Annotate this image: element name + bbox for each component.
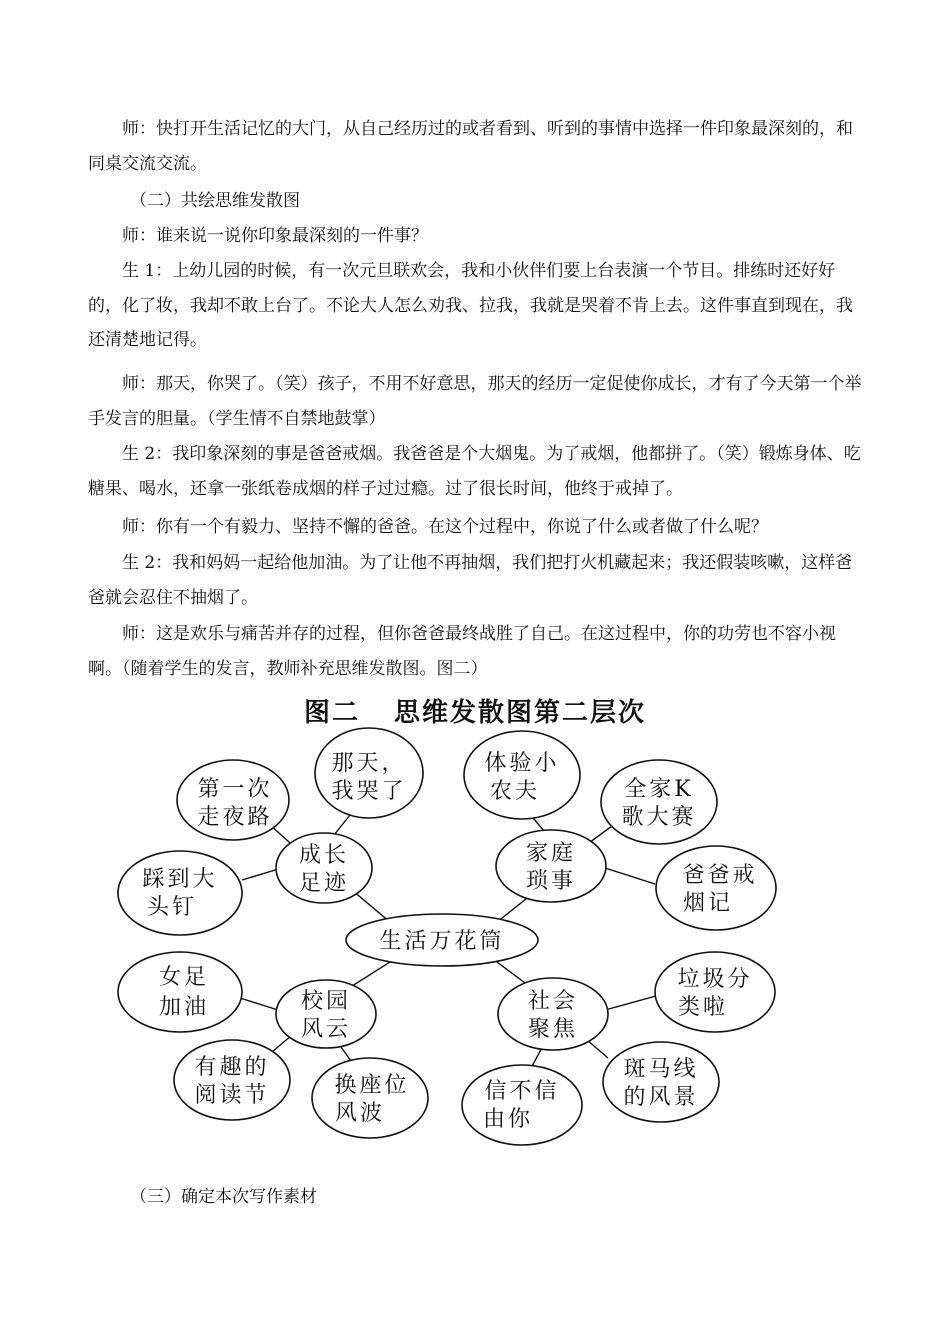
leaf-society-believe-or-not-line-2: 由你 bbox=[482, 1107, 534, 1132]
leaf-family-farmer-line-2: 农夫 bbox=[489, 779, 541, 804]
leaf-society-garbage-sorting bbox=[655, 952, 775, 1032]
branch-family-line-1: 家庭 bbox=[525, 841, 577, 866]
leaf-campus-girls-football-line-1: 女足 bbox=[158, 965, 210, 990]
leaf-campus-reading-festival bbox=[174, 1040, 290, 1120]
paragraph-student-1: 生 1：上幼儿园的时候，有一次元旦联欢会，我和小伙伴们要上台表演一个节目。排练时还好好的，化了妆，我却不敢上台了。不论大人怎么劝我、拉我，我就是哭着不肯上去。这件事直到现在，我还清楚地记得。 bbox=[88, 261, 853, 350]
leaf-society-believe-or-not bbox=[462, 1065, 582, 1145]
section-heading-three: （三）确定本次写作素材 bbox=[130, 1187, 317, 1207]
leaf-family-karaoke-line-1: 全家K bbox=[624, 777, 694, 802]
branch-campus bbox=[276, 980, 376, 1048]
leaf-family-quit-smoking-line-1: 爸爸戒 bbox=[682, 863, 758, 888]
branch-society-line-2: 聚焦 bbox=[527, 1017, 579, 1042]
leaf-growth-nail-line-2: 头钉 bbox=[146, 895, 198, 920]
leaf-campus-girls-football-line-2: 加油 bbox=[158, 995, 210, 1020]
branch-society bbox=[498, 978, 608, 1050]
branch-growth bbox=[276, 833, 372, 903]
leaf-growth-night-walk-line-2: 走夜路 bbox=[197, 805, 273, 830]
branch-family-line-2: 琐事 bbox=[525, 869, 577, 894]
center-node-label: 生活万花筒 bbox=[379, 929, 505, 954]
paragraph-teacher-prompt: 师：快打开生活记忆的大门，从自己经历过的或者看到、听到的事情中选择一件印象最深刻的，和同桌交流交流。 bbox=[88, 119, 853, 174]
edge-campus-leaf-0 bbox=[240, 998, 278, 1010]
leaf-society-zebra-crossing bbox=[603, 1042, 719, 1122]
leaf-growth-night-walk-line-1: 第一次 bbox=[197, 777, 273, 802]
leaf-family-quit-smoking-line-2: 烟记 bbox=[682, 891, 734, 916]
leaf-campus-seat-change-line-1: 换座位 bbox=[334, 1073, 410, 1098]
edge-society-leaf-0 bbox=[605, 996, 656, 1010]
leaf-society-zebra-crossing-line-2: 的风景 bbox=[623, 1085, 699, 1110]
leaf-growth-nail-line-1: 踩到大 bbox=[142, 867, 218, 892]
figure-title-number: 图二 bbox=[303, 698, 360, 728]
leaf-campus-seat-change-line-2: 风波 bbox=[334, 1101, 386, 1126]
branch-growth-line-2: 足迹 bbox=[298, 871, 350, 896]
paragraph-teacher-reply-1: 师：那天，你哭了。（笑）孩子，不用不好意思，那天的经历一定促使你成长，才有了今天第一个举手发言的胆量。（学生情不自禁地鼓掌） bbox=[88, 374, 862, 429]
edge-family-leaf-2 bbox=[605, 868, 655, 884]
leaf-family-farmer-line-1: 体验小 bbox=[484, 751, 560, 776]
leaf-campus-reading-festival-line-1: 有趣的 bbox=[194, 1055, 270, 1080]
leaf-growth-night-walk bbox=[177, 760, 289, 840]
center-node bbox=[346, 914, 538, 966]
paragraph-teacher-question: 师：谁来说一说你印象最深刻的一件事？ bbox=[122, 226, 428, 246]
branch-family bbox=[496, 830, 606, 902]
section-heading-two: （二）共绘思维发散图 bbox=[130, 191, 300, 211]
leaf-growth-cried bbox=[315, 728, 423, 818]
branch-society-line-1: 社会 bbox=[527, 989, 579, 1014]
leaf-society-believe-or-not-line-1: 信不信 bbox=[484, 1079, 560, 1104]
leaf-society-garbage-sorting-line-1: 垃圾分 bbox=[677, 967, 753, 992]
leaf-family-farmer bbox=[464, 731, 580, 819]
leaf-family-karaoke bbox=[601, 760, 717, 844]
branch-growth-line-1: 成长 bbox=[298, 843, 350, 868]
paragraph-teacher-reply-2: 师：你有一个有毅力、坚持不懈的爸爸。在这个过程中，你说了什么或者做了什么呢？ bbox=[122, 517, 768, 537]
leaf-campus-reading-festival-line-2: 阅读节 bbox=[194, 1083, 270, 1108]
paragraph-student-2-reply: 生 2：我和妈妈一起给他加油。为了让他不再抽烟，我们把打火机藏起来；我还假装咳嗽，这样爸爸就会忍住不抽烟了。 bbox=[88, 553, 853, 608]
leaf-society-garbage-sorting-line-2: 类啦 bbox=[677, 995, 729, 1020]
leaf-campus-girls-football bbox=[118, 952, 242, 1032]
paragraph-teacher-reply-3: 师：这是欢乐与痛苦并存的过程，但你爸爸最终战胜了自己。在这过程中，你的功劳也不容小视啊。（随着学生的发言，教师补充思维发散图。图二） bbox=[88, 624, 836, 679]
leaf-family-karaoke-line-2: 歌大赛 bbox=[621, 805, 697, 830]
leaf-growth-nail bbox=[118, 851, 242, 935]
leaf-campus-seat-change bbox=[312, 1058, 428, 1138]
leaf-family-quit-smoking bbox=[656, 846, 776, 930]
branch-campus-line-2: 风云 bbox=[300, 1017, 352, 1042]
figure-title-text: 思维发散图第二层次 bbox=[394, 698, 647, 728]
leaf-growth-cried-line-2: 我哭了 bbox=[331, 779, 407, 804]
leaf-growth-cried-line-1: 那天， bbox=[331, 751, 407, 776]
branch-campus-line-1: 校园 bbox=[300, 989, 352, 1014]
leaf-society-zebra-crossing-line-1: 斑马线 bbox=[623, 1057, 699, 1082]
paragraph-student-2: 生 2：我印象深刻的事是爸爸戒烟。我爸爸是个大烟鬼。为了戒烟，他都拼了。（笑）锻炼身体、吃糖果、喝水，还拿一张纸卷成烟的样子过过瘾。过了很长时间，他终于戒掉了。 bbox=[88, 444, 861, 499]
